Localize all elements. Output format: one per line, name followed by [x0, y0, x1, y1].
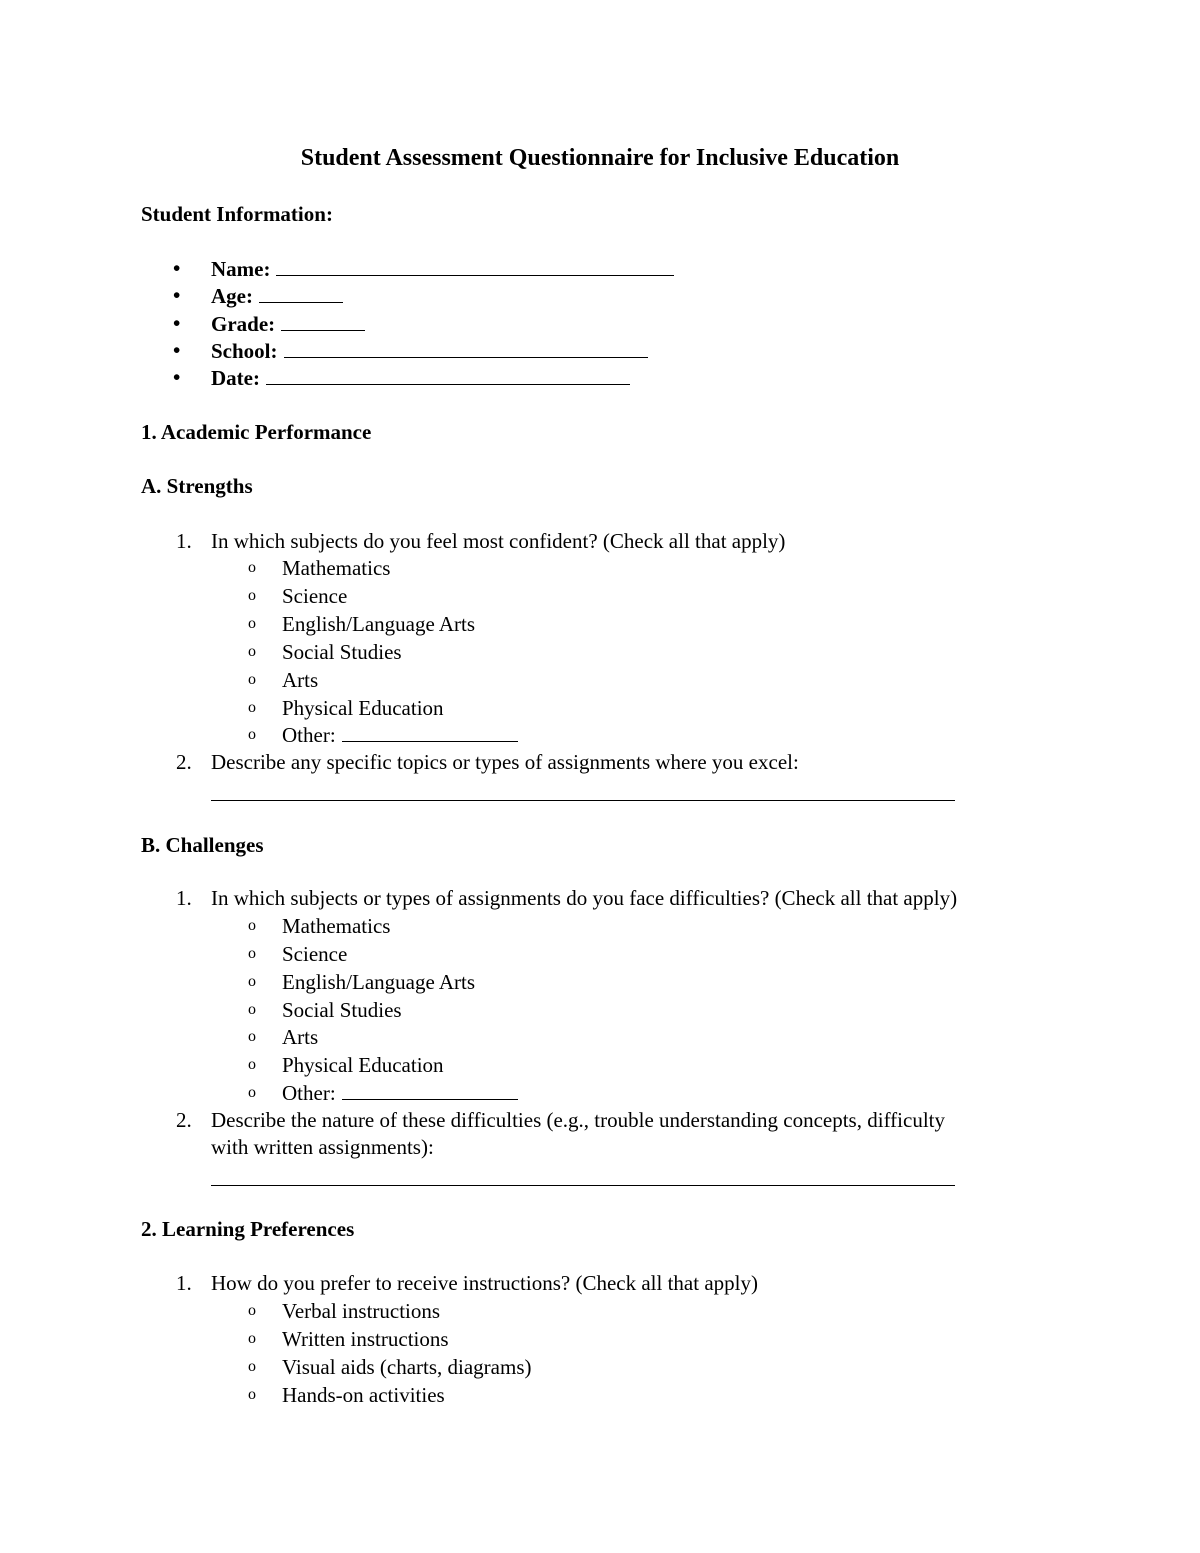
- checkbox-icon[interactable]: o: [248, 1084, 256, 1101]
- challenges-heading: B. Challenges: [141, 833, 264, 857]
- question-text: In which subjects or types of assignments do you face difficulties? (Check all that apply): [211, 886, 958, 910]
- bullet-icon: •: [173, 311, 181, 335]
- question-text-line-1: Describe the nature of these difficulties (e.g., trouble understanding concepts, difficulty: [211, 1108, 945, 1132]
- question-number: 2.: [176, 750, 192, 774]
- checkbox-icon[interactable]: o: [248, 945, 256, 962]
- question-number: 1.: [176, 529, 192, 553]
- checkbox-icon[interactable]: o: [248, 643, 256, 660]
- info-label-school: School:: [211, 339, 278, 363]
- document-title: Student Assessment Questionnaire for Inclusive Education: [300, 145, 900, 171]
- question-number: 2.: [176, 1108, 192, 1132]
- name-blank-line[interactable]: [276, 255, 674, 276]
- option-label: Mathematics: [282, 556, 391, 580]
- info-label-age: Age:: [211, 284, 253, 308]
- checkbox-icon[interactable]: o: [248, 726, 256, 743]
- bullet-icon: •: [173, 283, 181, 307]
- checkbox-icon[interactable]: o: [248, 587, 256, 604]
- checkbox-icon[interactable]: o: [248, 1358, 256, 1375]
- option-label: English/Language Arts: [282, 612, 476, 636]
- question-number: 1.: [176, 1271, 192, 1295]
- option-label: Social Studies: [282, 998, 402, 1022]
- checkbox-icon[interactable]: o: [248, 1056, 256, 1073]
- grade-blank-line[interactable]: [281, 310, 365, 331]
- info-label-grade: Grade:: [211, 312, 276, 336]
- strengths-heading: A. Strengths: [141, 474, 253, 498]
- date-blank-line[interactable]: [266, 364, 630, 385]
- option-label: Visual aids (charts, diagrams): [282, 1355, 532, 1379]
- challenges-answer-line[interactable]: [211, 1185, 955, 1186]
- checkbox-icon[interactable]: o: [248, 917, 256, 934]
- student-info-heading: Student Information:: [141, 202, 333, 226]
- other-blank-line[interactable]: [342, 1079, 518, 1100]
- section-learning-preferences-heading: 2. Learning Preferences: [141, 1217, 355, 1241]
- checkbox-icon[interactable]: o: [248, 615, 256, 632]
- option-label: Written instructions: [282, 1327, 449, 1351]
- option-label: Arts: [282, 1025, 319, 1049]
- bullet-icon: •: [173, 338, 181, 362]
- option-label: Physical Education: [282, 696, 444, 720]
- question-number: 1.: [176, 886, 192, 910]
- checkbox-icon[interactable]: o: [248, 1302, 256, 1319]
- option-label: Mathematics: [282, 914, 391, 938]
- bullet-icon: •: [173, 365, 181, 389]
- option-label: Other:: [282, 1081, 336, 1105]
- checkbox-icon[interactable]: o: [248, 1001, 256, 1018]
- strengths-answer-line[interactable]: [211, 800, 955, 801]
- option-label: Arts: [282, 668, 319, 692]
- option-label: Science: [282, 942, 348, 966]
- option-label: Verbal instructions: [282, 1299, 441, 1323]
- info-label-date: Date:: [211, 366, 260, 390]
- checkbox-icon[interactable]: o: [248, 671, 256, 688]
- age-blank-line[interactable]: [259, 282, 343, 303]
- option-label: English/Language Arts: [282, 970, 476, 994]
- checkbox-icon[interactable]: o: [248, 1028, 256, 1045]
- question-text: Describe any specific topics or types of assignments where you excel:: [211, 750, 799, 774]
- bullet-icon: •: [173, 256, 181, 280]
- option-label: Other:: [282, 723, 336, 747]
- section-academic-performance-heading: 1. Academic Performance: [141, 420, 372, 444]
- checkbox-icon[interactable]: o: [248, 559, 256, 576]
- question-text-line-2: with written assignments):: [211, 1135, 434, 1159]
- checkbox-icon[interactable]: o: [248, 699, 256, 716]
- question-text: How do you prefer to receive instructions? (Check all that apply): [211, 1271, 758, 1295]
- option-label: Physical Education: [282, 1053, 444, 1077]
- other-blank-line[interactable]: [342, 721, 518, 742]
- info-label-name: Name:: [211, 257, 271, 281]
- option-label: Social Studies: [282, 640, 402, 664]
- checkbox-icon[interactable]: o: [248, 1386, 256, 1403]
- checkbox-icon[interactable]: o: [248, 973, 256, 990]
- school-blank-line[interactable]: [284, 337, 648, 358]
- option-label: Hands-on activities: [282, 1383, 445, 1407]
- option-label: Science: [282, 584, 348, 608]
- question-text: In which subjects do you feel most confident? (Check all that apply): [211, 529, 786, 553]
- checkbox-icon[interactable]: o: [248, 1330, 256, 1347]
